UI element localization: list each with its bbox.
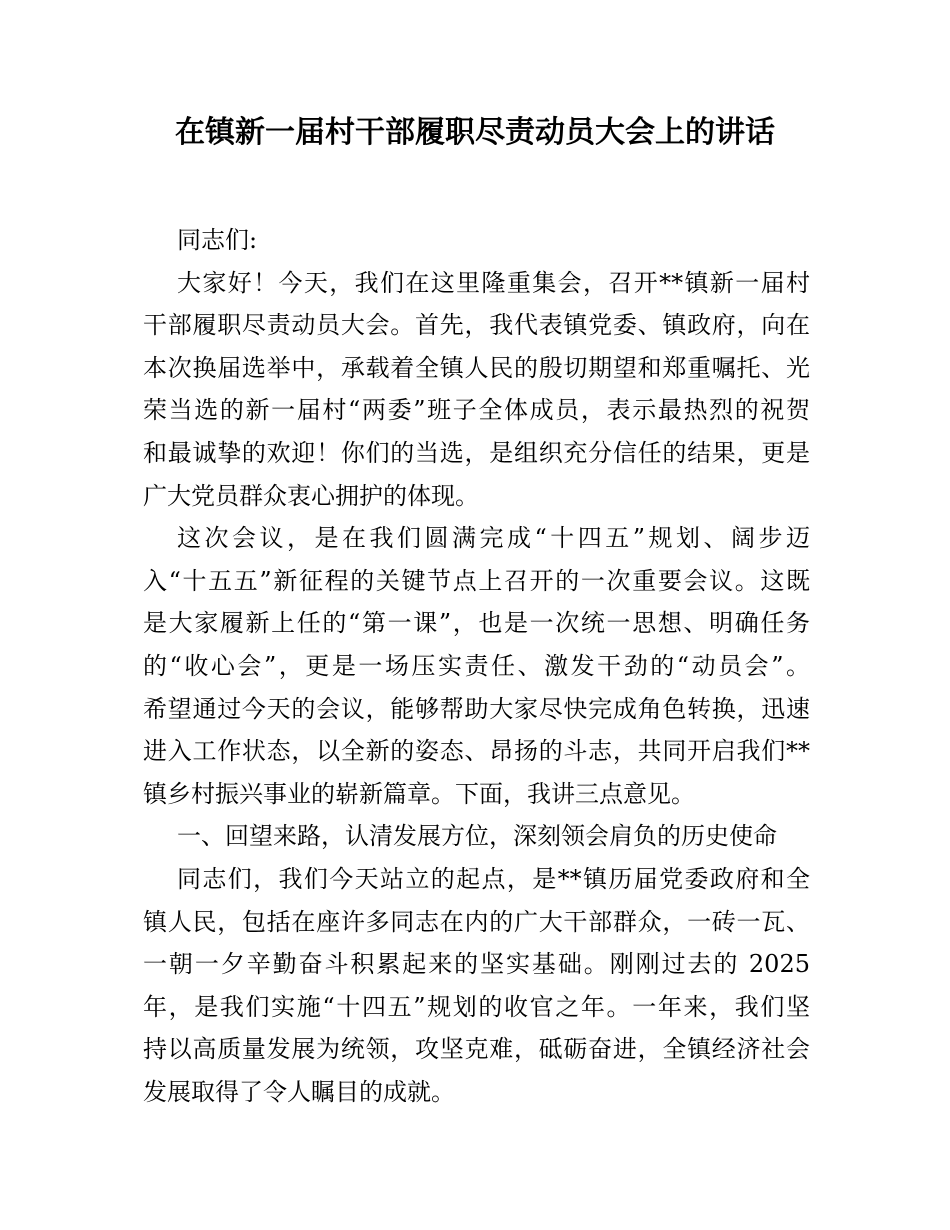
paragraphs xyxy=(143,262,810,1114)
text-line: 同志们，我们今天站立的起点，是**镇历届党委政府和全 xyxy=(177,864,810,893)
paragraph xyxy=(143,858,810,1114)
text-line: 一、回望来路，认清发展方位，深刻领会肩负的历史使命 xyxy=(177,822,777,851)
text-line: 镇乡村振兴事业的崭新篇章。下面，我讲三点意见。 xyxy=(143,779,695,808)
text-line: 是大家履新上任的“第一课”，也是一次统一思想、明确任务 xyxy=(143,609,810,638)
paragraph xyxy=(143,517,810,815)
document-body xyxy=(143,219,810,1113)
text-line: 发展取得了令人瞩目的成就。 xyxy=(143,1077,455,1106)
text-line: 镇人民，包括在座许多同志在内的广大干部群众，一砖一瓦、 xyxy=(143,907,810,936)
text-line: 这次会议，是在我们圆满完成“十四五”规划、阔步迈 xyxy=(177,524,810,553)
text-line: 希望通过今天的会议，能够帮助大家尽快完成角色转换，迅速 xyxy=(143,694,810,723)
text-line: 荣当选的新一届村“两委”班子全体成员，表示最热烈的祝贺 xyxy=(143,396,810,425)
text-line: 大家好！今天，我们在这里隆重集会，召开**镇新一届村 xyxy=(177,268,810,297)
text-line: 本次换届选举中，承载着全镇人民的殷切期望和郑重嘱托、光 xyxy=(143,353,810,382)
text-line: 进入工作状态，以全新的姿态、昂扬的斗志，共同开启我们** xyxy=(143,737,810,766)
text-line: 广大党员群众衷心拥护的体现。 xyxy=(143,481,479,510)
document-title: 在镇新一届村干部履职尽责动员大会上的讲话 xyxy=(175,115,775,150)
text-line: 干部履职尽责动员大会。首先，我代表镇党委、镇政府，向在 xyxy=(143,311,810,340)
text-line: 的“收心会”，更是一场压实责任、激发干劲的“动员会”。 xyxy=(143,651,810,680)
salutation: 同志们: xyxy=(177,226,258,254)
paragraph xyxy=(143,262,810,518)
text-line: 持以高质量发展为统领，攻坚克难，砥砺奋进，全镇经济社会 xyxy=(143,1035,810,1064)
text-line: 和最诚挚的欢迎！你们的当选，是组织充分信任的结果，更是 xyxy=(143,438,810,467)
section-heading xyxy=(143,815,810,858)
text-line: 入“十五五”新征程的关键节点上召开的一次重要会议。这既 xyxy=(143,566,810,595)
text-line: 年，是我们实施“十四五”规划的收官之年。一年来，我们坚 xyxy=(143,992,810,1021)
text-line: 一朝一夕辛勤奋斗积累起来的坚实基础。刚刚过去的 2025 xyxy=(143,950,810,979)
